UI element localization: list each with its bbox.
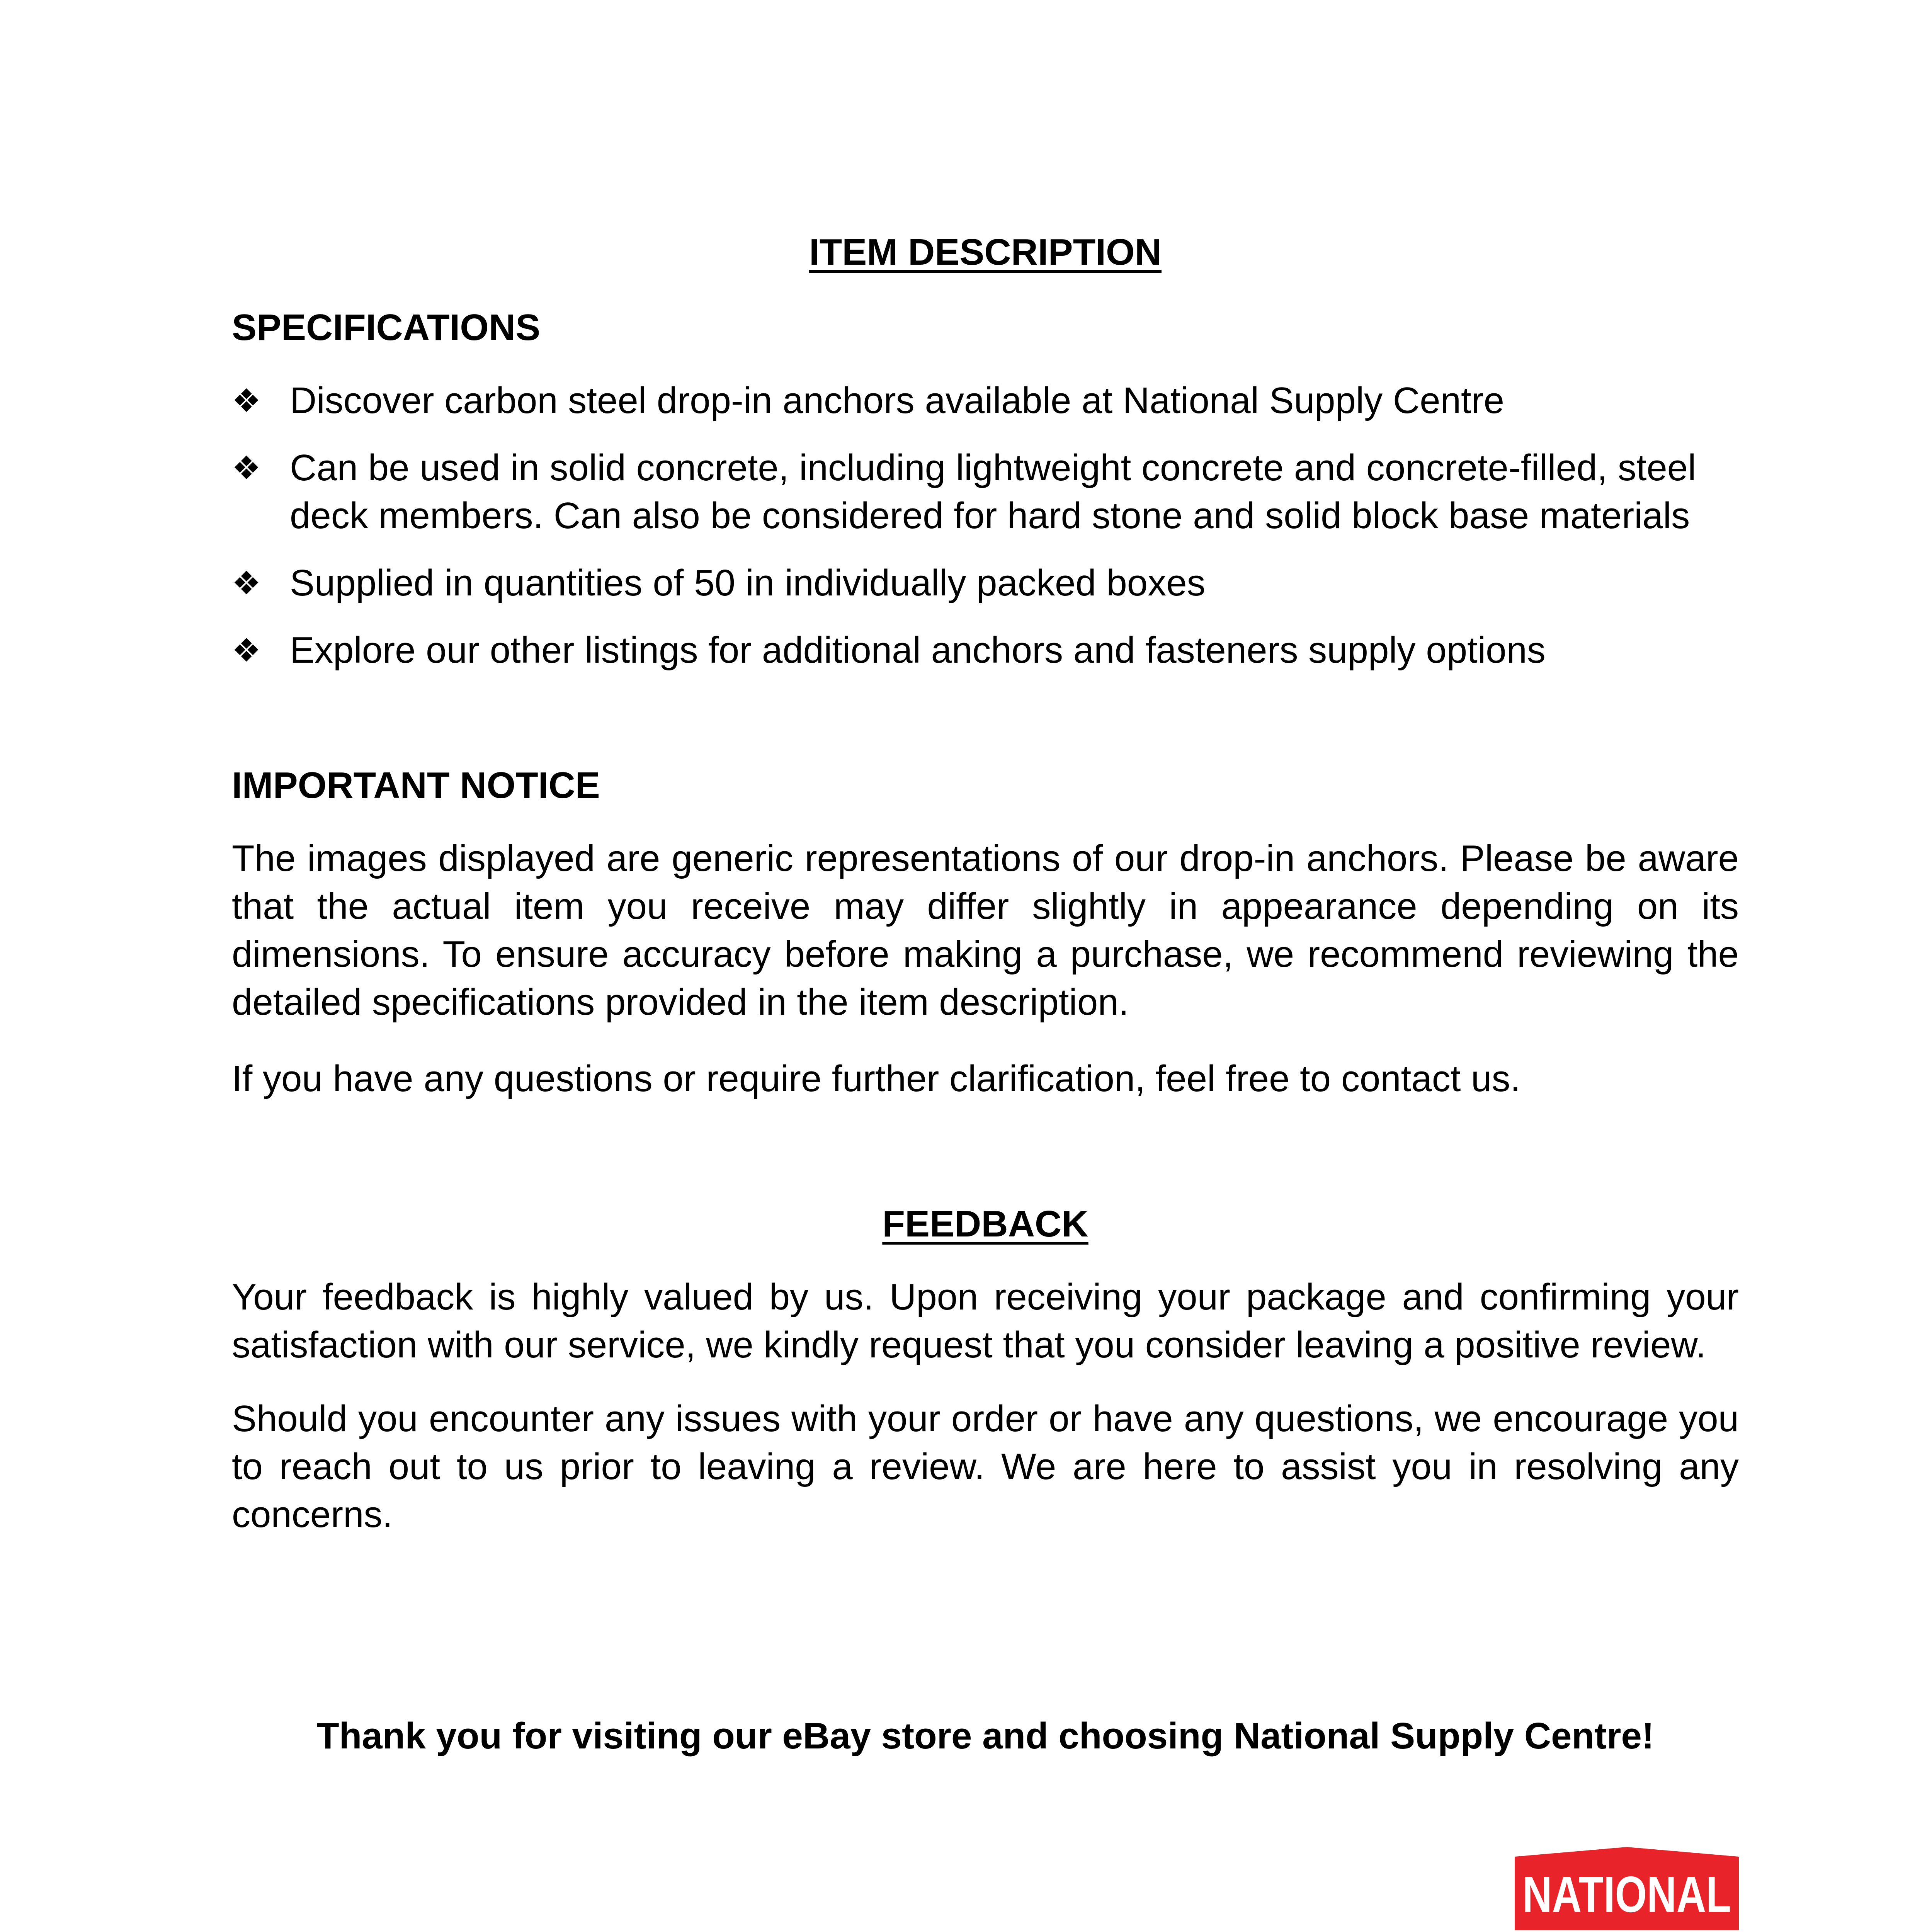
feedback-paragraph: Your feedback is highly valued by us. Upon receiving your package and confirming your satisfaction with our service, we kindly request that you consider leaving a positive review. <box>232 1276 1739 1366</box>
specification-item <box>232 559 1739 607</box>
national-logo-mark <box>1515 1847 1739 1930</box>
important-notice-heading: IMPORTANT NOTICE <box>232 765 600 806</box>
specification-item <box>232 626 1739 674</box>
item-description-title: ITEM DESCRIPTION <box>809 231 1162 273</box>
diamond-bullet-icon: ❖ <box>232 382 261 420</box>
feedback-title: FEEDBACK <box>882 1203 1088 1245</box>
specification-item <box>232 444 1739 540</box>
specifications-heading: SPECIFICATIONS <box>232 307 541 348</box>
specification-text: Supplied in quantities of 50 in individually packed boxes <box>290 562 1206 604</box>
specification-text: Explore our other listings for additional anchors and fasteners supply options <box>290 629 1546 671</box>
specification-text: Can be used in solid concrete, including lightweight concrete and concrete-filled, steel deck members. Can also be considered for hard stone and solid block base materials <box>290 447 1696 536</box>
thank-you-message: Thank you for visiting our eBay store and choosing National Supply Centre! <box>316 1715 1654 1757</box>
notice-paragraph: The images displayed are generic representations of our drop-in anchors. Please be aware that the actual item you receive may differ slightly in appearance depending on its dimensions. To ensure accuracy before making a purchase, we recommend reviewing the detailed specifications provided in the item description. <box>232 838 1739 1023</box>
document-page <box>232 0 1739 1932</box>
logo-brand-text: NATIONAL <box>1522 1866 1731 1923</box>
diamond-bullet-icon: ❖ <box>232 631 261 669</box>
specifications-list <box>232 377 1739 694</box>
national-supply-logo <box>1515 1847 1739 1932</box>
specification-text: Discover carbon steel drop-in anchors available at National Supply Centre <box>290 380 1505 421</box>
contact-paragraph: If you have any questions or require further clarification, feel free to contact us. <box>232 1058 1521 1099</box>
issues-paragraph: Should you encounter any issues with your order or have any questions, we encourage you to reach out to us prior to leaving a review. We are here to assist you in resolving any concerns. <box>232 1398 1739 1535</box>
diamond-bullet-icon: ❖ <box>232 449 261 487</box>
diamond-bullet-icon: ❖ <box>232 564 261 602</box>
specification-item <box>232 377 1739 425</box>
